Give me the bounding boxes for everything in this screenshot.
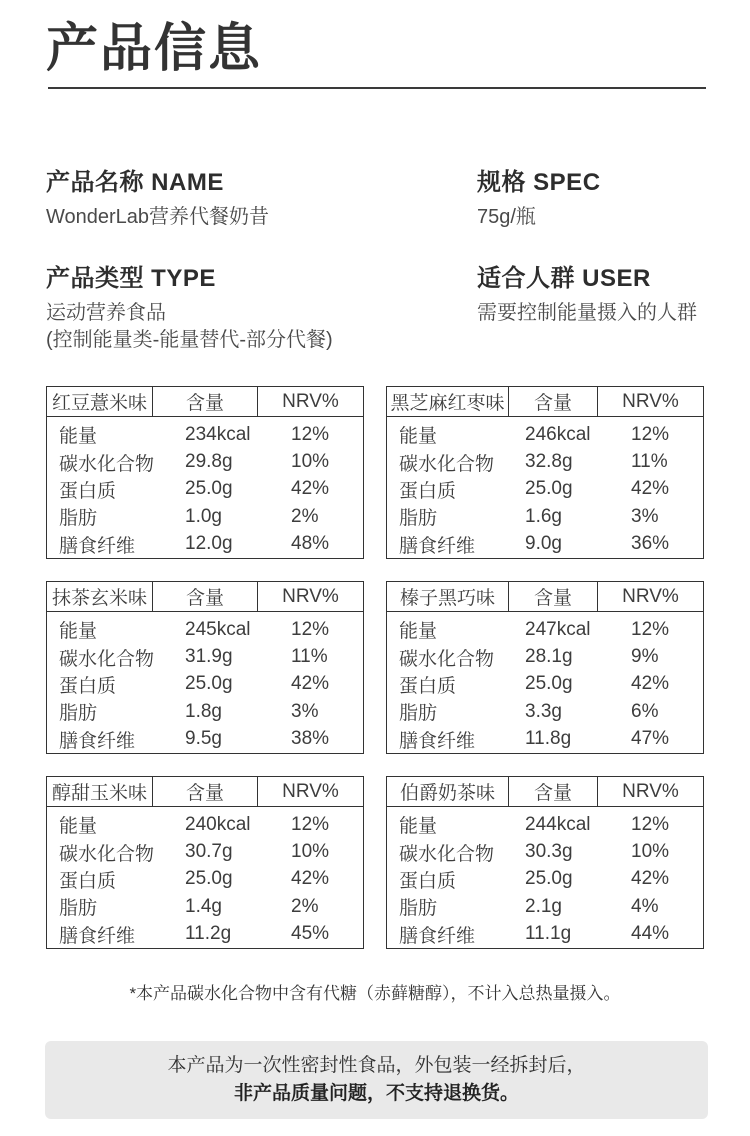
nrv-header-cell: NRV%: [282, 780, 339, 802]
flavor-header-cell: 醇甜玉米味: [47, 777, 153, 806]
nutrient-amount: 31.9g: [185, 646, 233, 668]
nutrient-row: [47, 671, 363, 698]
nutrient-nrv: 10%: [291, 451, 330, 473]
nutrient-nrv: 9%: [631, 646, 659, 668]
nutrient-amount: 30.7g: [185, 841, 233, 863]
nutrient-row: [47, 893, 363, 920]
nutrient-nrv: 42%: [631, 673, 670, 695]
nutrient-nrv: 10%: [291, 841, 330, 863]
nutrient-row: [387, 921, 703, 948]
nutrient-row: [47, 698, 363, 725]
nutrient-row: [47, 448, 363, 475]
spec-block: [477, 168, 601, 231]
nutrient-row: [387, 811, 703, 838]
nutrient-amount: 25.0g: [525, 478, 573, 500]
nutrient-amount: 1.8g: [185, 700, 222, 722]
nutrient-label: 脂肪: [59, 703, 98, 725]
nutrient-row: [387, 893, 703, 920]
nutrient-label: 膳食纤维: [59, 730, 136, 752]
nutrient-amount: 25.0g: [185, 868, 233, 890]
nutrient-label: 膳食纤维: [399, 925, 476, 947]
nutrient-label: 蛋白质: [399, 480, 457, 502]
nutrient-nrv: 12%: [631, 813, 670, 835]
target-user-block: [477, 264, 697, 327]
nutrition-table: [46, 776, 364, 949]
nutrient-row: [47, 811, 363, 838]
spec-label: 规格 SPEC: [477, 169, 601, 196]
nutrient-label: 蛋白质: [399, 870, 457, 892]
nutrient-amount: 3.3g: [525, 700, 562, 722]
nutrient-nrv: 12%: [291, 618, 330, 640]
nutrient-label: 膳食纤维: [59, 925, 136, 947]
nutrient-amount: 1.4g: [185, 895, 222, 917]
nutrition-table-body: [387, 807, 703, 948]
product-type-value-line1: 运动营养食品: [46, 302, 166, 324]
nutrient-amount: 11.1g: [525, 923, 572, 945]
nutrition-table: [46, 581, 364, 754]
nutrition-table-header: [47, 777, 363, 807]
nutrient-row: [47, 616, 363, 643]
nutrient-label: 脂肪: [59, 508, 98, 530]
nutrient-nrv: 3%: [631, 505, 659, 527]
footnote: *本产品碳水化合物中含有代糖（赤藓糖醇），不计入总热量摄入。: [129, 984, 621, 1003]
nutrition-table-header: [387, 777, 703, 807]
target-user-label: 适合人群 USER: [477, 265, 651, 292]
nutrient-label: 脂肪: [399, 898, 438, 920]
nutrient-label: 能量: [59, 426, 98, 448]
nutrient-amount: 9.5g: [185, 728, 222, 750]
nutrient-nrv: 4%: [631, 895, 659, 917]
nutrient-nrv: 11%: [291, 646, 328, 668]
nutrient-label: 膳食纤维: [399, 730, 476, 752]
nutrient-label: 脂肪: [399, 703, 438, 725]
nutrition-table-body: [47, 612, 363, 753]
notice-line1: 本产品为一次性密封性食品，外包装一经拆封后，: [167, 1055, 586, 1076]
nutrient-row: [387, 698, 703, 725]
nutrient-amount: 9.0g: [525, 533, 562, 555]
nutrition-table-header: [387, 387, 703, 417]
product-name-label: 产品名称 NAME: [46, 169, 224, 196]
nutrient-row: [47, 421, 363, 448]
nutrient-nrv: 42%: [631, 868, 670, 890]
nutrient-nrv: 47%: [631, 728, 670, 750]
nutrient-nrv: 38%: [291, 728, 330, 750]
nutrient-row: [387, 671, 703, 698]
nutrient-nrv: 12%: [291, 423, 330, 445]
nutrient-label: 碳水化合物: [59, 843, 155, 865]
nrv-header-cell: NRV%: [622, 585, 679, 607]
nutrient-amount: 1.0g: [185, 505, 222, 527]
nutrient-amount: 25.0g: [185, 478, 233, 500]
nutrient-amount: 234kcal: [185, 423, 251, 445]
nutrient-row: [47, 726, 363, 753]
nutrient-amount: 29.8g: [185, 451, 233, 473]
nutrient-label: 能量: [59, 816, 98, 838]
nutrient-label: 脂肪: [59, 898, 98, 920]
product-name-block: [46, 168, 269, 231]
nutrition-table: [386, 776, 704, 949]
flavor-header-cell: 黑芝麻红枣味: [387, 387, 509, 416]
nutrient-label: 碳水化合物: [399, 453, 495, 475]
nutrient-nrv: 44%: [631, 923, 670, 945]
nutrient-nrv: 42%: [291, 868, 330, 890]
nutrition-table: [386, 386, 704, 559]
nutrient-label: 蛋白质: [59, 480, 117, 502]
product-type-label: 产品类型 TYPE: [46, 265, 216, 292]
nutrition-table-body: [387, 612, 703, 753]
nutrition-table-header: [387, 582, 703, 612]
notice-line2: 非产品质量问题，不支持退换货。: [233, 1083, 519, 1104]
nutrient-label: 脂肪: [399, 508, 438, 530]
nutrient-amount: 25.0g: [525, 673, 573, 695]
nutrient-amount: 11.2g: [185, 923, 232, 945]
product-name-value: WonderLab营养代餐奶昔: [46, 206, 270, 228]
nutrient-amount: 32.8g: [525, 451, 573, 473]
nutrition-table-body: [47, 417, 363, 558]
nutrient-amount: 25.0g: [185, 673, 233, 695]
nutrient-row: [47, 531, 363, 558]
nutrient-row: [387, 643, 703, 670]
notice-box: [45, 1041, 708, 1119]
nutrition-table: [386, 581, 704, 754]
amount-header-cell: 含量: [509, 387, 598, 416]
nutrient-row: [47, 921, 363, 948]
nutrient-label: 膳食纤维: [399, 535, 476, 557]
nutrient-amount: 245kcal: [185, 618, 251, 640]
nutrient-row: [387, 448, 703, 475]
amount-header-cell: 含量: [153, 582, 258, 611]
nutrition-tables: [46, 386, 704, 949]
nutrient-row: [387, 503, 703, 530]
nutrient-nrv: 42%: [291, 478, 330, 500]
nutrient-row: [387, 838, 703, 865]
nutrient-row: [47, 476, 363, 503]
nutrient-amount: 28.1g: [525, 646, 573, 668]
nutrient-row: [387, 476, 703, 503]
nutrient-nrv: 42%: [291, 673, 330, 695]
nutrient-amount: 240kcal: [185, 813, 251, 835]
nutrition-table-body: [387, 417, 703, 558]
nutrient-row: [47, 838, 363, 865]
nutrient-amount: 30.3g: [525, 841, 573, 863]
nutrient-nrv: 12%: [291, 813, 330, 835]
nutrient-label: 能量: [399, 621, 438, 643]
nutrient-nrv: 10%: [631, 841, 670, 863]
page-title: 产品信息: [46, 20, 263, 78]
nutrient-amount: 11.8g: [525, 728, 572, 750]
nutrient-nrv: 2%: [291, 895, 319, 917]
amount-header-cell: 含量: [509, 582, 598, 611]
nrv-header-cell: NRV%: [282, 585, 339, 607]
nutrition-table: [46, 386, 364, 559]
nutrient-nrv: 2%: [291, 505, 319, 527]
nutrient-row: [47, 643, 363, 670]
nutrient-label: 蛋白质: [399, 675, 457, 697]
nutrient-label: 能量: [399, 816, 438, 838]
nutrient-nrv: 6%: [631, 700, 659, 722]
nutrition-table-header: [47, 582, 363, 612]
flavor-header-cell: 伯爵奶茶味: [387, 777, 509, 806]
nutrient-row: [387, 421, 703, 448]
amount-header-cell: 含量: [153, 777, 258, 806]
nrv-header-cell: NRV%: [282, 390, 339, 412]
nutrient-nrv: 11%: [631, 451, 668, 473]
flavor-header-cell: 榛子黑巧味: [387, 582, 509, 611]
spec-value: 75g/瓶: [477, 206, 536, 228]
nutrient-nrv: 12%: [631, 423, 670, 445]
nutrient-label: 能量: [399, 426, 438, 448]
nutrient-label: 碳水化合物: [59, 648, 155, 670]
amount-header-cell: 含量: [153, 387, 258, 416]
nutrient-nrv: 45%: [291, 923, 330, 945]
flavor-header-cell: 红豆薏米味: [47, 387, 153, 416]
nutrient-label: 能量: [59, 621, 98, 643]
nutrient-amount: 246kcal: [525, 423, 591, 445]
nutrient-label: 膳食纤维: [59, 535, 136, 557]
nutrient-label: 碳水化合物: [59, 453, 155, 475]
nutrient-row: [387, 726, 703, 753]
product-type-block: [46, 264, 333, 354]
nutrient-amount: 244kcal: [525, 813, 591, 835]
nrv-header-cell: NRV%: [622, 390, 679, 412]
nutrition-table-header: [47, 387, 363, 417]
nutrient-label: 蛋白质: [59, 870, 117, 892]
nutrient-nrv: 48%: [291, 533, 330, 555]
nutrient-row: [387, 866, 703, 893]
nutrient-amount: 1.6g: [525, 505, 562, 527]
nutrient-amount: 25.0g: [525, 868, 573, 890]
amount-header-cell: 含量: [509, 777, 598, 806]
nrv-header-cell: NRV%: [622, 780, 679, 802]
product-type-value-line2: (控制能量类-能量替代-部分代餐): [46, 329, 333, 351]
target-user-value: 需要控制能量摄入的人群: [477, 302, 697, 324]
nutrient-label: 碳水化合物: [399, 648, 495, 670]
nutrient-row: [47, 503, 363, 530]
nutrient-row: [387, 531, 703, 558]
nutrient-label: 蛋白质: [59, 675, 117, 697]
title-divider: [48, 87, 706, 89]
nutrient-nrv: 12%: [631, 618, 670, 640]
nutrient-nrv: 3%: [291, 700, 319, 722]
nutrient-amount: 12.0g: [185, 533, 233, 555]
flavor-header-cell: 抹茶玄米味: [47, 582, 153, 611]
nutrient-nrv: 42%: [631, 478, 670, 500]
nutrient-row: [47, 866, 363, 893]
nutrient-row: [387, 616, 703, 643]
nutrition-table-body: [47, 807, 363, 948]
nutrient-amount: 247kcal: [525, 618, 591, 640]
nutrient-nrv: 36%: [631, 533, 670, 555]
nutrient-label: 碳水化合物: [399, 843, 495, 865]
nutrient-amount: 2.1g: [525, 895, 562, 917]
